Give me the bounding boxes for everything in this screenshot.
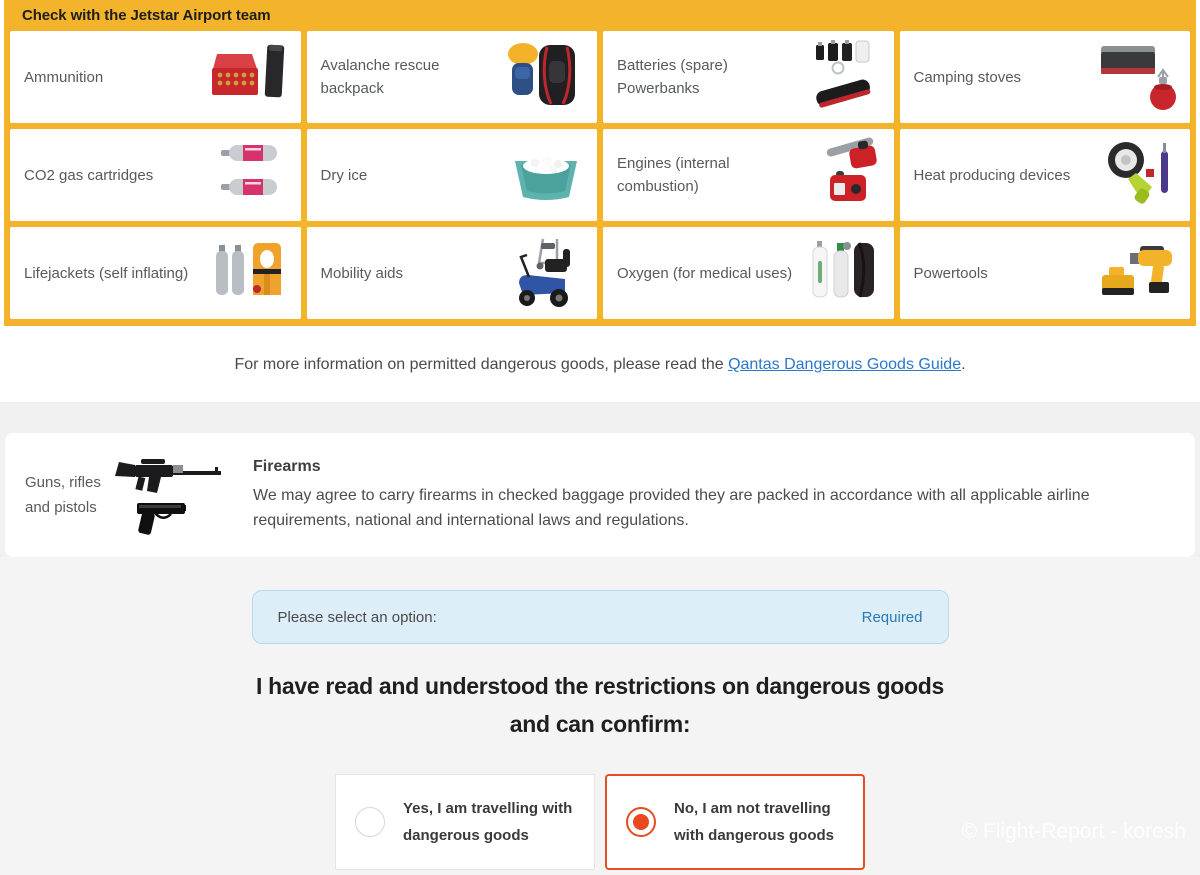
heat-device-image — [1096, 135, 1182, 215]
grid-item-ammunition — [10, 31, 301, 123]
item-label: Batteries (spare) Powerbanks — [617, 57, 728, 97]
item-label: Heat producing devices — [913, 166, 1071, 184]
item-label: Engines (internal combustion) — [617, 155, 730, 195]
camping-stove-image — [1096, 37, 1182, 117]
option-no-label: No, I am not travelling with dangerous goods — [674, 800, 834, 844]
grid-item-heat-devices — [900, 129, 1191, 221]
info-text-after: . — [961, 356, 966, 373]
grid-item-batteries-powerbanks — [603, 31, 894, 123]
grid-item-co2-cartridges — [10, 129, 301, 221]
engine-image — [800, 135, 886, 215]
item-label: Powertools — [913, 264, 988, 282]
firearms-body: We may agree to carry firearms in checked baggage provided they are packed in accordance with all applicable airline requirements, national and international laws and regulations. — [253, 486, 1090, 529]
oxygen-image — [800, 233, 886, 313]
item-label: CO2 gas cartridges — [24, 166, 154, 184]
info-text-before: For more information on permitted dangerous goods, please read the — [234, 356, 729, 373]
powertools-image — [1096, 233, 1182, 313]
qantas-dangerous-goods-guide-link[interactable]: Qantas Dangerous Goods Guide — [728, 356, 962, 373]
radio-unselected-icon[interactable] — [355, 807, 385, 837]
firearms-heading: Firearms — [253, 457, 321, 475]
grid-item-dry-ice — [307, 129, 598, 221]
grid-item-camping-stoves — [900, 31, 1191, 123]
dangerous-goods-grid — [10, 31, 1190, 319]
select-option-alert — [252, 590, 949, 644]
lifejacket-image — [207, 233, 293, 313]
item-label: Mobility aids — [320, 264, 404, 282]
firearms-side-label: Guns, rifles and pistols — [25, 474, 101, 516]
grid-item-mobility-aids — [307, 227, 598, 319]
firearms-card — [5, 433, 1195, 557]
option-yes-label: Yes, I am travelling with dangerous goods — [403, 800, 573, 844]
batteries-powerbank-image — [800, 37, 886, 117]
grid-item-oxygen — [603, 227, 894, 319]
airport-team-title: Check with the Jetstar Airport team — [22, 7, 271, 24]
ammunition-image — [207, 37, 293, 117]
airport-team-section — [4, 0, 1196, 326]
grid-item-avalanche-backpack — [307, 31, 598, 123]
permitted-goods-info — [0, 326, 1200, 402]
guns-image — [107, 447, 229, 543]
mobility-aid-image — [503, 233, 589, 313]
item-label: Lifejackets (self inflating) — [24, 264, 189, 282]
item-label: Dry ice — [320, 166, 368, 184]
grid-item-lifejackets — [10, 227, 301, 319]
avalanche-backpack-image — [503, 37, 589, 117]
firearms-band — [0, 433, 1200, 557]
grid-item-engines — [603, 129, 894, 221]
option-no-dangerous-goods[interactable] — [605, 774, 865, 870]
required-badge: Required — [861, 608, 923, 626]
section-divider — [0, 402, 1200, 433]
option-yes-dangerous-goods[interactable] — [335, 774, 595, 870]
co2-cartridges-image — [207, 135, 293, 215]
watermark: © Flight-Report - koresh — [961, 820, 1186, 843]
firearms-text-block — [253, 458, 1165, 533]
radio-selected-icon[interactable] — [626, 807, 656, 837]
item-label: Ammunition — [24, 68, 104, 86]
item-label: Camping stoves — [913, 68, 1022, 86]
item-label: Oxygen (for medical uses) — [617, 264, 793, 282]
item-label: Avalanche rescue backpack — [320, 57, 440, 97]
dry-ice-image — [503, 135, 589, 215]
grid-item-powertools — [900, 227, 1191, 319]
confirmation-heading: I have read and understood the restrictions on dangerous goods and can confirm: — [255, 673, 945, 737]
alert-text: Please select an option: — [277, 608, 437, 626]
